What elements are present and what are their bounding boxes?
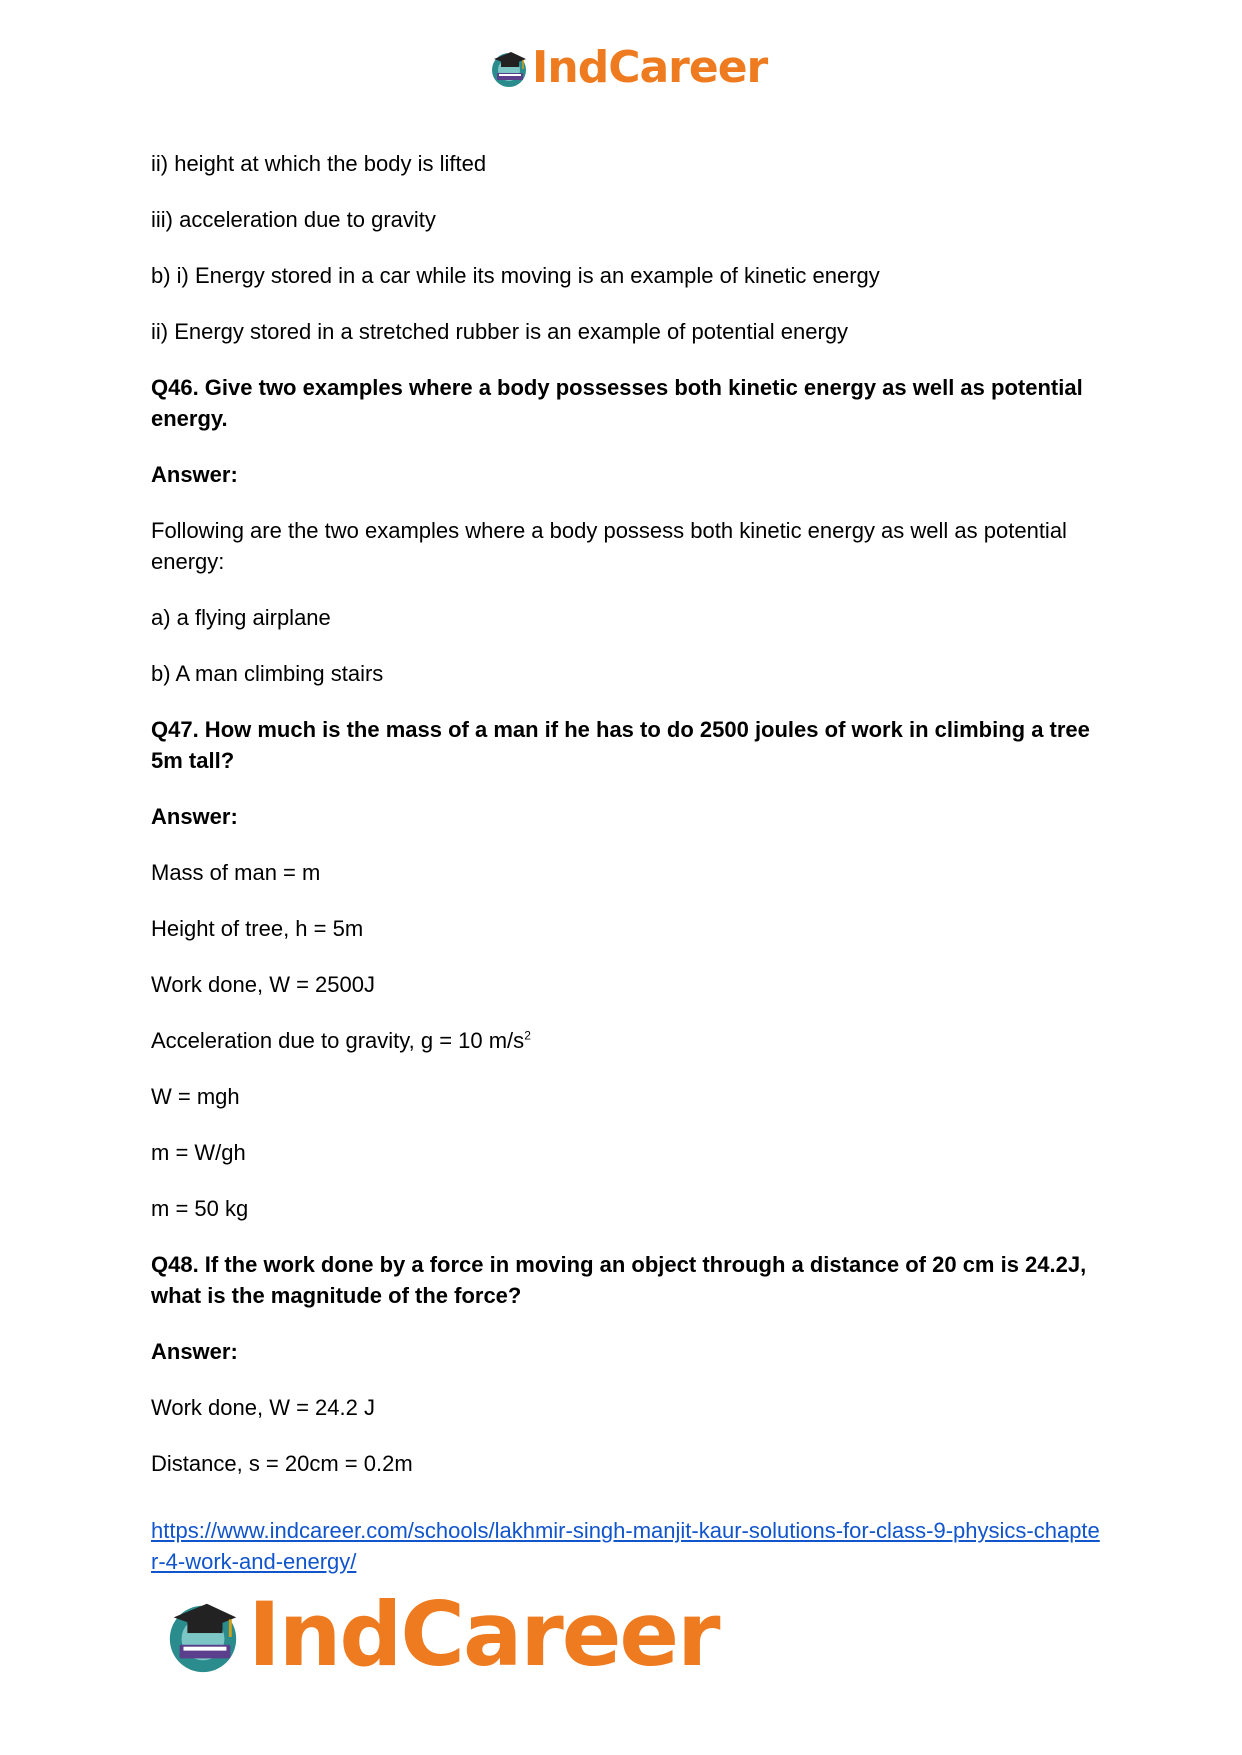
paragraph-text: Answer: xyxy=(151,462,238,487)
header-logo xyxy=(488,42,767,94)
paragraph-text: ii) height at which the body is lifted xyxy=(151,151,487,176)
body-text xyxy=(151,913,1101,944)
paragraph-text: b) i) Energy stored in a car while its moving is an example of kinetic energy xyxy=(151,263,880,288)
paragraph-text: Q46. Give two examples where a body possesses both kinetic energy as well as potential energy. xyxy=(151,375,1083,431)
paragraph-text: b) A man climbing stairs xyxy=(151,661,384,686)
document-body xyxy=(151,148,1101,1504)
body-text xyxy=(151,316,1101,347)
answer-label xyxy=(151,459,1101,490)
question-text xyxy=(151,1249,1101,1311)
paragraph-text: Mass of man = m xyxy=(151,860,321,885)
graduation-cap-book-icon xyxy=(162,1594,244,1676)
brand-wordmark: IndCareer xyxy=(248,1583,719,1686)
paragraph-text: Q48. If the work done by a force in moving an object through a distance of 20 cm is 24.2J, what is the magnitude of the force? xyxy=(151,1252,1087,1308)
paragraph-text: Following are the two examples where a body possess both kinetic energy as well as potential energy: xyxy=(151,518,1067,574)
answer-label xyxy=(151,1336,1101,1367)
paragraph-text: m = 50 kg xyxy=(151,1196,249,1221)
source-link[interactable]: https://www.indcareer.com/schools/lakhmir-singh-manjit-kaur-solutions-for-class-9-physics-chapter-4-work-and-energy/ xyxy=(151,1518,1100,1574)
body-text xyxy=(151,204,1101,235)
body-text xyxy=(151,1448,1101,1479)
answer-label xyxy=(151,801,1101,832)
body-text xyxy=(151,148,1101,179)
body-text xyxy=(151,658,1101,689)
paragraph-text: m = W/gh xyxy=(151,1140,246,1165)
question-text xyxy=(151,372,1101,434)
body-text xyxy=(151,602,1101,633)
paragraph-text: Answer: xyxy=(151,1339,238,1364)
paragraph-text: Answer: xyxy=(151,804,238,829)
footer-logo xyxy=(162,1585,719,1685)
paragraph-text: W = mgh xyxy=(151,1084,240,1109)
brand-wordmark: IndCareer xyxy=(532,42,768,93)
body-text xyxy=(151,1392,1101,1423)
paragraph-text: Work done, W = 2500J xyxy=(151,972,375,997)
paragraph-text: Distance, s = 20cm = 0.2m xyxy=(151,1451,413,1476)
body-text xyxy=(151,1193,1101,1224)
paragraph-text: ii) Energy stored in a stretched rubber is an example of potential energy xyxy=(151,319,849,344)
question-text xyxy=(151,714,1101,776)
paragraph-text: Work done, W = 24.2 J xyxy=(151,1395,375,1420)
paragraph-text: Height of tree, h = 5m xyxy=(151,916,364,941)
body-text xyxy=(151,857,1101,888)
body-text xyxy=(151,515,1101,577)
body-text xyxy=(151,969,1101,1000)
paragraph-text: a) a flying airplane xyxy=(151,605,331,630)
paragraph-text: Acceleration due to gravity, g = 10 m/s xyxy=(151,1028,525,1053)
superscript: 2 xyxy=(524,1028,531,1043)
graduation-cap-book-icon xyxy=(488,47,530,89)
body-text xyxy=(151,260,1101,291)
paragraph-text: iii) acceleration due to gravity xyxy=(151,207,436,232)
body-text xyxy=(151,1137,1101,1168)
paragraph-text: Q47. How much is the mass of a man if he has to do 2500 joules of work in climbing a tree 5m tall? xyxy=(151,717,1090,773)
body-text xyxy=(151,1081,1101,1112)
body-text xyxy=(151,1025,1101,1056)
